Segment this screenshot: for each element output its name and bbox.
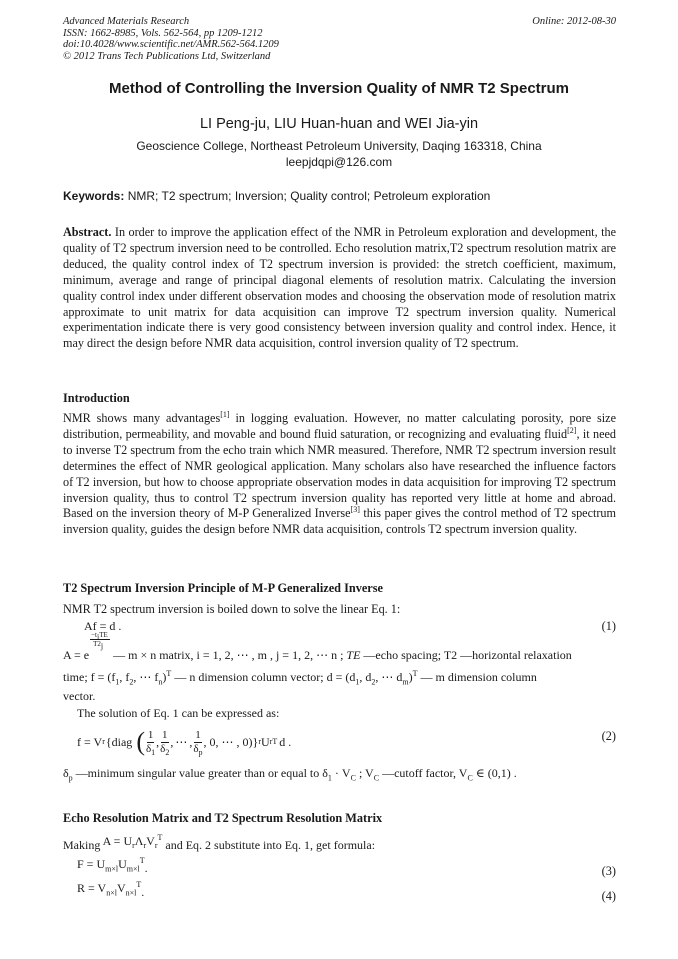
delta-definition: $\delta_p$ —minimum singular value greater than or equal to $\delta_1 \cdot V_C$ ; $V_C$ —cutoff factor, $V_C$ ∈ (0,1) . — [63, 766, 517, 783]
section3-heading: Echo Resolution Matrix and T2 Spectrum Resolution Matrix — [63, 811, 383, 825]
copyright-line: © 2012 Trans Tech Publications Ltd, Switzerland — [63, 50, 271, 62]
citation-3[interactable]: [3] — [350, 505, 360, 515]
section2-intro: NMR T2 spectrum inversion is boiled down to solve the linear Eq. 1: — [63, 602, 401, 616]
paper-title: Method of Controlling the Inversion Quality of NMR T2 Spectrum — [108, 80, 569, 97]
equation-1-number: (1) — [601, 619, 616, 633]
issn-line: ISSN: 1662-8985, Vols. 562-564, pp 1209-1212 — [63, 27, 263, 39]
vector-definitions: time; $f = (f_1$, $f_2$, ⋯ $f_n)^T$ — n dimension column vector; $d = (d_1$, $d_2$, ⋯ $d_m)^T$ — m dimension column — [63, 669, 537, 687]
journal-name: Advanced Materials Research — [63, 16, 190, 27]
affiliation: Geoscience College, Northeast Petroleum University, Daqing 163318, China — [136, 139, 542, 153]
keywords — [63, 189, 616, 203]
introduction-heading: Introduction — [63, 391, 130, 405]
authors: LI Peng-ju, LIU Huan-huan and WEI Jia-yin — [199, 116, 479, 132]
abstract-text: In order to improve the application effect of the NMR in Petroleum exploration and development, the quality of T2 spectrum inversion need to be controlled. Echo resolution matrix,T2 spectrum resolution matrix are deduced, the quality control index of T2 spectrum inversion is provided: the stretch coefficient, maximum, minimum, average and range of principal diagonal elements of resolution matrix. Calculating the inversion quality control index under different observation modes and choosing the observation mode of resolution matrix approximate to unit matrix for data acquisition can improve T2 spectrum inversion quality. Numerical experimentation indicate there is very good consistency between inversion quality and control index. Hence, it may direct the design before NMR data acquisition, control inversion quality of T2 spectrum. — [63, 225, 616, 351]
equation-4: $R = V_{n\times l}V_{n\times l}^T$. — [77, 880, 145, 899]
online-date: Online: 2012-08-30 — [532, 16, 616, 27]
equation-1: Af = d . — [84, 619, 122, 633]
equation-3-number: (3) — [601, 864, 616, 878]
equation-3: $F = U_{m\times l}U_{m\times l}^T$. — [77, 856, 148, 875]
affiliation-block — [0, 139, 678, 170]
citation-2[interactable]: [2] — [567, 425, 577, 435]
keywords-text: NMR; T2 spectrum; Inversion; Quality control; Petroleum exploration — [127, 189, 491, 203]
introduction-paragraph: NMR shows many advantages[1] in logging evaluation. However, no matter calculating porosity, pore size distribution, permeability, and movable and bound fluid saturation, or recognizing and evaluating fluid[2], it need to inverse T2 spectrum from the echo train which NMR measured. Therefore, NMR T2 spectrum inversion result determines the effect of NMR geological application. Many scholars also have researched the influence factors of T2 inversion, but how to choose appropriate observation modes in data acquisition for improving T2 spectrum inversion quality, thus to control T2 spectrum inversion quality has reported very little at home and abroad. Based on the inversion theory of M-P Generalized Inverse[3] this paper gives the control method of T2 spectrum inversion quality, guides the design before NMR data acquisition, controls T2 spectrum inversion quality. — [63, 409, 617, 537]
section2-heading: T2 Spectrum Inversion Principle of M-P Generalized Inverse — [63, 581, 384, 595]
equation-4-number: (4) — [601, 889, 616, 903]
email: leepjdqpi@126.com — [285, 155, 393, 169]
abstract — [63, 225, 616, 352]
abstract-label: Abstract. — [63, 225, 112, 239]
making-sentence: Making $A = U_r\Lambda_rV_r^T$ and Eq. 2 substitute into Eq. 1, get formula: — [63, 833, 376, 852]
doi-line: doi:10.4028/www.scientific.net/AMR.562-564.1209 — [63, 39, 279, 50]
solution-intro: The solution of Eq. 1 can be expressed as: — [77, 706, 280, 720]
matrix-a-definition: A = e $-t_iTE$ $T2_j$ — m × n matrix, i = 1, 2, ⋯ , m , j = 1, 2, ⋯ n ; TE —echo spacing; T2 —horizontal relaxation — [63, 631, 572, 662]
citation-1[interactable]: [1] — [220, 409, 230, 419]
equation-2-number: (2) — [601, 729, 616, 743]
vector-word: vector. — [63, 689, 96, 703]
equation-2: f = V r {diag ( $\frac{1}{\delta_1}$ , $\frac{1}{\delta_2}$ , ⋯ , $\frac{1}{\delta_p}$ , 0, ⋯ , 0)} r U r T d . — [77, 727, 292, 757]
keywords-label: Keywords: — [63, 189, 125, 203]
